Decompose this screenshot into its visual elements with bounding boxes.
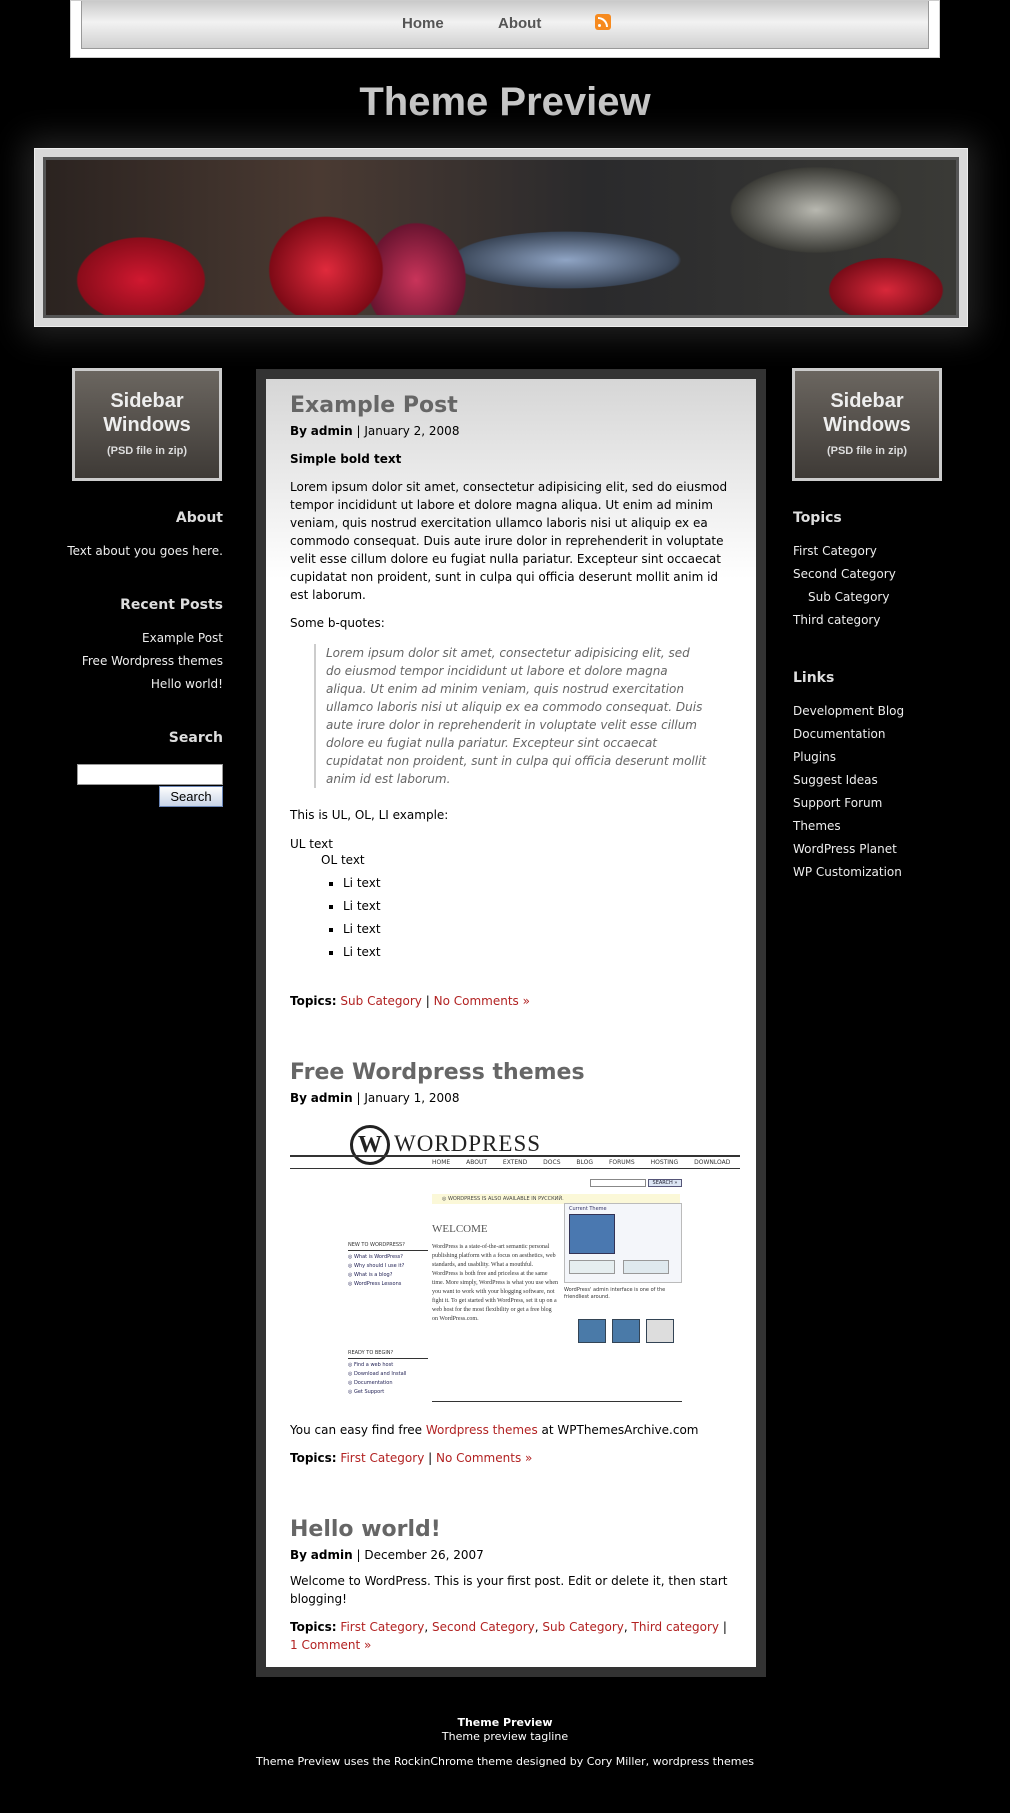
category-link[interactable]: Sub Category xyxy=(542,1620,624,1634)
content-frame xyxy=(256,369,766,1677)
post-body: Welcome to WordPress. This is your first post. Edit or delete it, then start blogging! xyxy=(290,1574,728,1606)
about-widget xyxy=(60,510,223,563)
list-item: ▪ Li text xyxy=(343,895,732,918)
post-title[interactable]: Free Wordpress themes xyxy=(290,1060,585,1085)
topic-link[interactable]: Sub Category xyxy=(808,590,890,604)
topics-title: Topics xyxy=(793,510,842,526)
recent-posts-widget xyxy=(60,597,223,696)
search-title: Search xyxy=(168,730,223,746)
comments-link[interactable]: No Comments » xyxy=(433,994,530,1008)
category-link[interactable]: Second Category xyxy=(431,1620,535,1634)
wp-search-button: SEARCH » xyxy=(648,1179,682,1187)
main-content xyxy=(266,379,756,1667)
post-meta: By admin | January 2, 2008 xyxy=(290,424,460,438)
sidebar-window-subtitle: (PSD file in zip) xyxy=(826,445,908,457)
wordpress-logo-text: WORDPRESS xyxy=(394,1131,542,1156)
wp-welcome: WELCOME xyxy=(432,1223,488,1235)
sidebar-window-subtitle: (PSD file in zip) xyxy=(106,445,188,457)
header-banner xyxy=(34,148,968,327)
header-image xyxy=(43,157,959,318)
rss-icon[interactable] xyxy=(595,14,611,30)
site-title[interactable]: Theme Preview xyxy=(359,80,651,124)
topics-widget xyxy=(793,510,983,632)
list-item: ▪ Li text xyxy=(343,941,732,964)
post-meta: By admin | December 26, 2007 xyxy=(290,1548,484,1562)
list-example xyxy=(290,836,732,964)
blogroll-link[interactable]: Themes xyxy=(793,819,841,833)
sidebar-window-title: Sidebar Windows xyxy=(103,390,191,436)
wp-side-list: NEW TO WORDPRESS? ◎ What is WordPress? ◎ Why should I use it? ◎ What is a blog? ◎ WordPress Lessons xyxy=(348,1241,428,1289)
list-item: ▪ Li text xyxy=(343,918,732,941)
ol-text: OL text xyxy=(321,853,365,867)
post xyxy=(290,1517,732,1654)
blockquote: Lorem ipsum dolor sit amet, consectetur adipisicing elit, sed do eiusmod tempor incididunt ut labore et dolore magna aliqua. Ut enim ad minim veniam, quis nostrud exercitation ullamco laboris nisi ut aliquip ex ea commodo consequat. Duis aute irure dolor in reprehenderit in voluptate velit esse cillum dolore eu fugiat nulla pariatur. Excepteur sint occaecat cupidatat non proident, sunt in culpa qui officia deserunt mollit anim id est laborum. xyxy=(314,644,708,788)
sidebar-window-right xyxy=(792,368,942,481)
recent-posts-title: Recent Posts xyxy=(120,597,223,613)
comments-link[interactable]: No Comments » xyxy=(436,1451,533,1465)
links-title: Links xyxy=(793,670,835,686)
wp-theme-box: Current Theme xyxy=(564,1203,682,1283)
topic-link[interactable]: Third category xyxy=(793,613,881,627)
category-link[interactable]: First Category xyxy=(340,1451,425,1465)
post-topics: Topics: Sub Category | No Comments » xyxy=(290,994,530,1008)
blogroll-link[interactable]: Suggest Ideas xyxy=(793,773,878,787)
bold-text: Simple bold text xyxy=(290,452,402,466)
footer-title[interactable]: Theme Preview xyxy=(457,1716,553,1729)
footer-tagline: Theme preview tagline xyxy=(441,1730,569,1743)
blogroll-link[interactable]: WP Customization xyxy=(793,865,902,879)
right-sidebar xyxy=(793,510,983,922)
recent-post-link[interactable]: Hello world! xyxy=(150,677,223,691)
blogroll-link[interactable]: Development Blog xyxy=(793,704,905,718)
wp-nav: HOME ABOUT EXTEND DOCS BLOG FORUMS HOSTING DOWNLOAD xyxy=(432,1159,731,1166)
post xyxy=(290,1060,732,1467)
ul-text: UL text xyxy=(290,837,333,851)
links-widget xyxy=(793,670,983,884)
category-link[interactable]: Third category xyxy=(631,1620,720,1634)
blogroll-link[interactable]: Documentation xyxy=(793,727,886,741)
topic-link[interactable]: First Category xyxy=(793,544,877,558)
wp-notice: ◎ WORDPRESS IS ALSO AVAILABLE IN РУССКИЙ. xyxy=(432,1194,680,1204)
nav-link-about[interactable]: About xyxy=(498,15,542,32)
search-widget xyxy=(60,730,223,807)
wordpress-themes-link[interactable]: Wordpress themes xyxy=(425,1423,538,1437)
blogroll-link[interactable]: WordPress Planet xyxy=(793,842,897,856)
list-item: ▪ Li text xyxy=(343,872,732,895)
sidebar-window-left xyxy=(72,368,222,481)
post-body: You can easy find free Wordpress themes at WPThemesArchive.com xyxy=(290,1423,699,1437)
recent-post-link[interactable]: Example Post xyxy=(142,631,223,645)
nav-link-home[interactable]: Home xyxy=(402,15,444,32)
post-topics: Topics: First Category, Second Category, Sub Category, Third category | 1 Comment » xyxy=(290,1620,727,1652)
topic-link[interactable]: Second Category xyxy=(793,567,896,581)
recent-post-link[interactable]: Free Wordpress themes xyxy=(81,654,223,668)
blogroll-link[interactable]: Plugins xyxy=(793,750,836,764)
nav-bar xyxy=(81,1,929,49)
post-title[interactable]: Hello world! xyxy=(290,1517,441,1542)
wp-paragraph: WordPress is a state-of-the-art semantic personal publishing platform with a focus on aesthetics, web standards, and usability. What a mouthful. WordPress is both free and priceless at the same time. More simply, WordPress is what you use when you want to work with your blogging software, not fight it. To get started with WordPress, set it up on a web host for the most flexibility or get a free blog on WordPress.com. xyxy=(432,1244,559,1322)
wordpress-screenshot[interactable] xyxy=(290,1123,740,1411)
wp-search-input xyxy=(590,1179,646,1187)
wordpress-logo-icon: W xyxy=(350,1125,390,1165)
post-meta: By admin | January 1, 2008 xyxy=(290,1091,460,1105)
post-title[interactable]: Example Post xyxy=(290,393,458,418)
wp-themes-caption: WordPress' admin interface is one of the friendliest around. xyxy=(564,1287,666,1300)
post-body: Lorem ipsum dolor sit amet, consectetur adipisicing elit, sed do eiusmod tempor incididunt ut labore et dolore magna aliqua. Ut enim ad minim veniam, quis nostrud exercitation ullamco laboris nisi ut aliquip ex ea commodo consequat. Duis aute irure dolor in reprehenderit in voluptate velit esse cillum dolore eu fugiat nulla pariatur. Excepteur sint occaecat cupidatat non proident, sunt in culpa qui officia deserunt mollit anim id est laborum. xyxy=(290,480,728,602)
wp-side-list: READY TO BEGIN? ◎ Find a web host ◎ Download and Install ◎ Documentation ◎ Get Support xyxy=(348,1349,428,1397)
post xyxy=(290,379,732,1010)
category-link[interactable]: First Category xyxy=(340,1620,425,1634)
comments-link[interactable]: 1 Comment » xyxy=(290,1638,372,1652)
about-text: Text about you goes here. xyxy=(67,544,223,558)
search-input[interactable] xyxy=(77,764,223,785)
post-topics: Topics: First Category | No Comments » xyxy=(290,1451,533,1465)
left-sidebar xyxy=(60,510,223,841)
top-navigation xyxy=(70,0,940,58)
sidebar-window-title: Sidebar Windows xyxy=(823,390,911,436)
footer-credit: Theme Preview uses the RockinChrome theme designed by Cory Miller, wordpress themes xyxy=(256,1755,754,1768)
about-title: About xyxy=(175,510,223,526)
list-label: This is UL, OL, LI example: xyxy=(290,808,449,822)
search-button[interactable]: Search xyxy=(159,786,223,807)
bquote-label: Some b-quotes: xyxy=(290,616,385,630)
category-link[interactable]: Sub Category xyxy=(340,994,422,1008)
footer xyxy=(0,1716,1010,1768)
blogroll-link[interactable]: Support Forum xyxy=(793,796,883,810)
wp-thumbnails xyxy=(578,1319,678,1347)
